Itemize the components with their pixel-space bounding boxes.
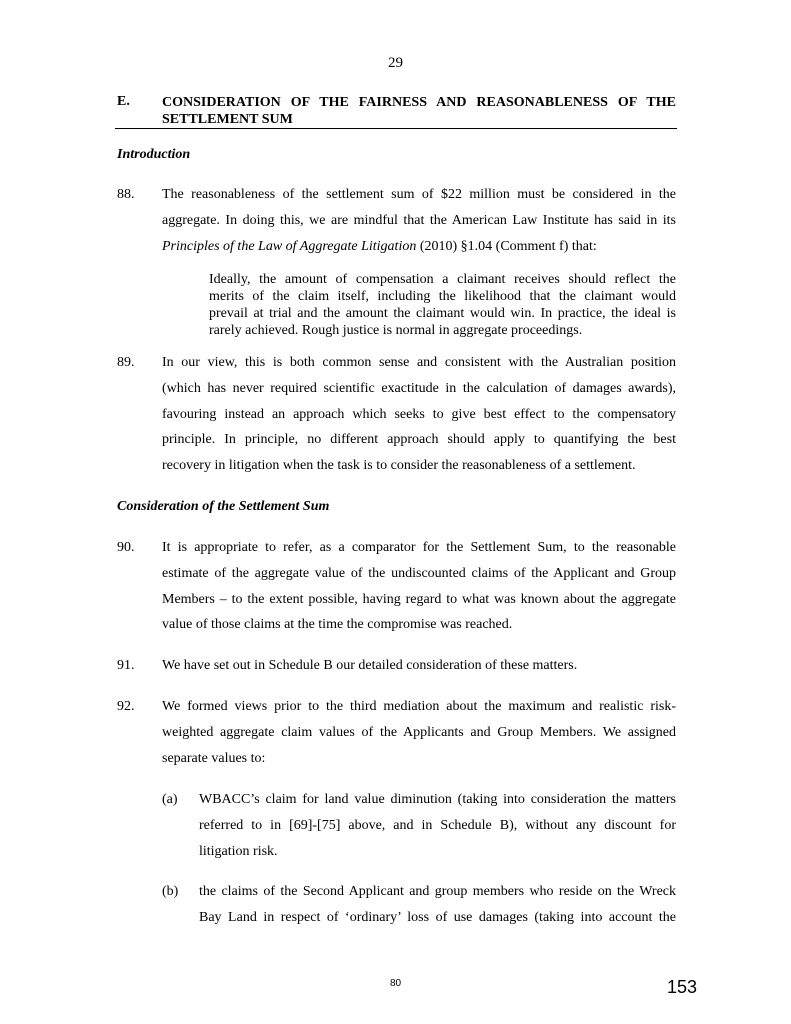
- paragraph-91: [162, 653, 676, 679]
- quote-line: prevail at trial and the amount the claimant would win. In practice, the ideal is: [209, 306, 676, 321]
- paragraph-number-91: 91.: [117, 658, 135, 673]
- sub-item-b-line: the claims of the Second Applicant and group members who reside on the Wreck: [199, 884, 676, 899]
- paragraph-90-line: value of those claims at the time the compromise was reached.: [162, 617, 513, 633]
- sub-item-b: [199, 879, 676, 931]
- quote-line: merits of the claim itself, including the likelihood that the claimant would: [209, 289, 676, 304]
- paragraph-88-line: The reasonableness of the settlement sum of $22 million must be considered in the: [162, 187, 676, 202]
- sub-item-label-b: (b): [162, 884, 179, 899]
- paragraph-90-line: It is appropriate to refer, as a comparator for the Settlement Sum, to the reasonable: [162, 540, 676, 555]
- paragraph-number-88: 88.: [117, 187, 135, 202]
- paragraph-88-line: aggregate. In doing this, we are mindful that the American Law Institute has said in its: [162, 212, 676, 228]
- paragraph-88: [162, 182, 676, 259]
- section-title: CONSIDERATION OF THE FAIRNESS AND REASONABLENESS OF THE SETTLEMENT SUM: [162, 95, 676, 127]
- paragraph-92: [162, 694, 676, 771]
- quote-line: rarely achieved. Rough justice is normal in aggregate proceedings.: [209, 323, 583, 338]
- sub-item-a-line: litigation risk.: [199, 843, 278, 859]
- paragraph-90-line: Members – to the extent possible, having regard to what was known about the aggregate: [162, 591, 676, 607]
- quote-line: Ideally, the amount of compensation a claimant receives should reflect the: [209, 272, 676, 287]
- heading-introduction: Introduction: [117, 147, 191, 162]
- paragraph-89-line: recovery in litigation when the task is to consider the reasonableness of a settlement.: [162, 458, 636, 474]
- paragraph-89-line: favouring instead an approach which seeks to give best effect to the compensatory: [162, 406, 676, 422]
- paragraph-89-line: In our view, this is both common sense and consistent with the Australian position: [162, 355, 676, 370]
- paragraph-90: [162, 535, 676, 638]
- citation-rest: (2010) §1.04 (Comment f) that:: [416, 238, 597, 254]
- paragraph-90-line: estimate of the aggregate value of the undiscounted claims of the Applicant and Group: [162, 565, 676, 581]
- citation-title: Principles of the Law of Aggregate Litigation: [162, 238, 417, 254]
- block-quote: [209, 271, 676, 339]
- paragraph-88-line: [162, 234, 676, 260]
- paragraph-92-line: weighted aggregate claim values of the Applicants and Group Members. We assigned: [162, 724, 676, 740]
- sub-item-label-a: (a): [162, 792, 178, 807]
- paragraph-92-line: We formed views prior to the third mediation about the maximum and realistic risk-: [162, 699, 676, 714]
- paragraph-91-line: We have set out in Schedule B our detailed consideration of these matters.: [162, 658, 578, 673]
- page-number-top: 29: [388, 55, 403, 71]
- sub-item-b-line: Bay Land in respect of ‘ordinary’ loss of use damages (taking into account the: [199, 909, 676, 925]
- sub-item-a-line: referred to in [69]-[75] above, and in Schedule B), without any discount for: [199, 817, 676, 833]
- paragraph-89: [162, 350, 676, 479]
- section-divider: [115, 128, 677, 129]
- paragraph-92-line: separate values to:: [162, 750, 266, 766]
- paragraph-89-line: (which has never required scientific exactitude in the calculation of damages awards),: [162, 380, 676, 396]
- sub-item-a: [199, 787, 676, 864]
- paragraph-number-89: 89.: [117, 355, 135, 370]
- sub-item-a-line: WBACC’s claim for land value diminution (taking into consideration the matters: [199, 792, 676, 807]
- paragraph-number-92: 92.: [117, 699, 135, 714]
- footer-page-number: 80: [389, 978, 402, 989]
- heading-consideration: Consideration of the Settlement Sum: [117, 499, 330, 514]
- section-letter: E.: [117, 94, 130, 109]
- paragraph-89-line: principle. In principle, no different approach should apply to quantifying the best: [162, 432, 676, 448]
- stamp-page-number: 153: [667, 977, 698, 997]
- paragraph-number-90: 90.: [117, 540, 135, 555]
